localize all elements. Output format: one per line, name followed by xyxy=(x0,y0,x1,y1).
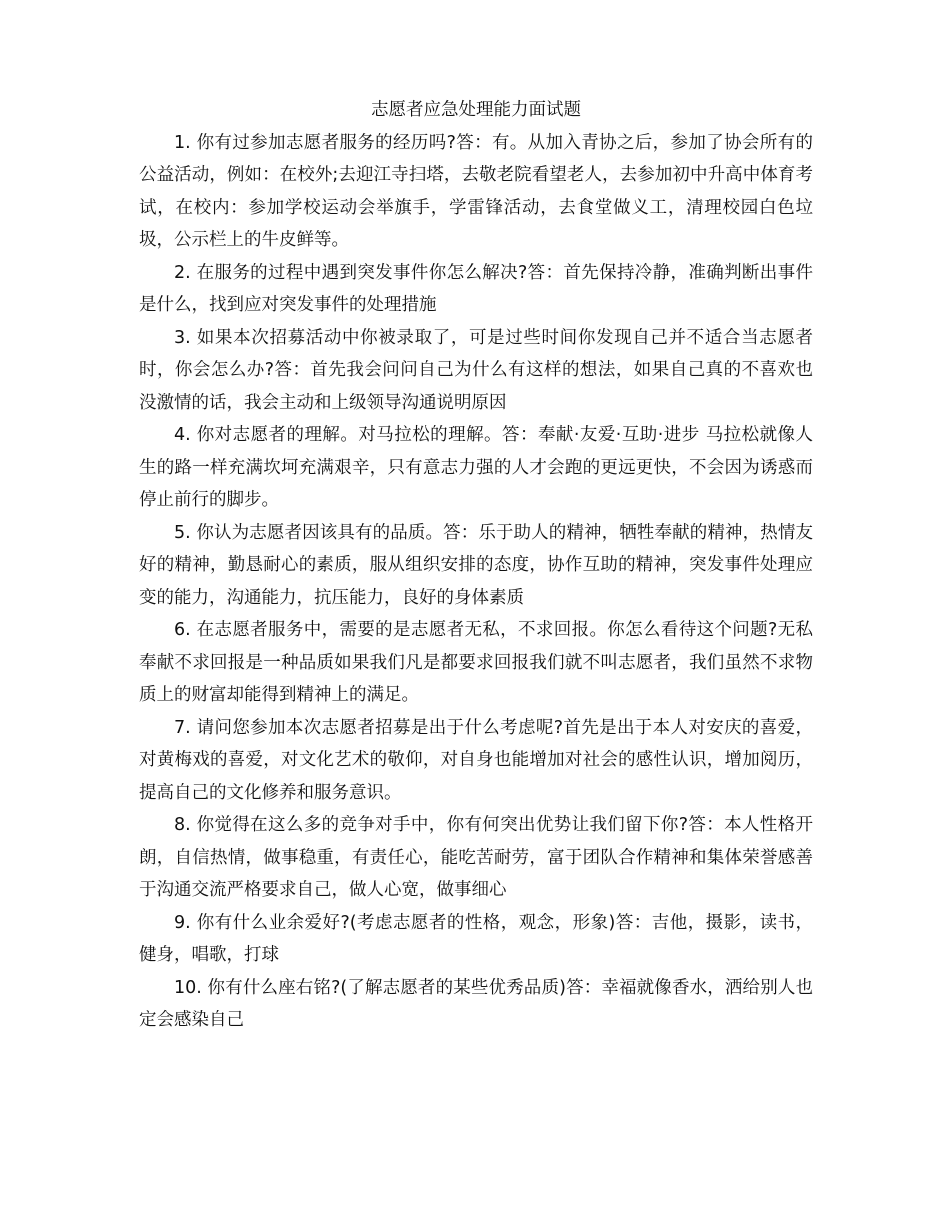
question-4: 4. 你对志愿者的理解。对马拉松的理解。答：奉献·友爱·互助·进步 马拉松就像人生的路一样充满坎坷充满艰辛，只有意志力强的人才会跑的更远更快，不会因为诱惑而停止前行的脚步。 xyxy=(139,425,813,510)
question-10: 10. 你有什么座右铭?(了解志愿者的某些优秀品质)答：幸福就像香水，洒给别人也定会感染自己 xyxy=(139,977,813,1030)
question-2: 2. 在服务的过程中遇到突发事件你怎么解决?答：首先保持冷静，准确判断出事件是什么，找到应对突发事件的处理措施 xyxy=(139,262,813,315)
question-1: 1. 你有过参加志愿者服务的经历吗?答：有。从加入青协之后，参加了协会所有的公益活动，例如：在校外;去迎江寺扫塔，去敬老院看望老人，去参加初中升高中体育考试，在校内：参加学校运动会举旗手，学雷锋活动，去食堂做义工，清理校园白色垃圾，公示栏上的牛皮鲜等。 xyxy=(139,132,813,250)
document-title: 志愿者应急处理能力面试题 xyxy=(371,100,581,120)
question-5: 5. 你认为志愿者因该具有的品质。答：乐于助人的精神，牺牲奉献的精神，热情友好的精神，勤恳耐心的素质，服从组织安排的态度，协作互助的精神，突发事件处理应变的能力，沟通能力，抗压能力，良好的身体素质 xyxy=(139,522,813,608)
question-3: 3. 如果本次招募活动中你被录取了，可是过些时间你发现自己并不适合当志愿者时，你会怎么办?答：首先我会问问自己为什么有这样的想法，如果自己真的不喜欢也没激情的话，我会主动和上级领导沟通说明原因 xyxy=(139,327,813,413)
question-8: 8. 你觉得在这么多的竞争对手中，你有何突出优势让我们留下你?答：本人性格开朗，自信热情，做事稳重，有责任心，能吃苦耐劳，富于团队合作精神和集体荣誉感善于沟通交流严格要求自己，做人心宽，做事细心 xyxy=(139,815,813,900)
question-7: 7. 请问您参加本次志愿者招募是出于什么考虑呢?首先是出于本人对安庆的喜爱，对黄梅戏的喜爱，对文化艺术的敬仰，对自身也能增加对社会的感性认识，增加阅历，提高自己的文化修养和服务意识。 xyxy=(139,717,813,803)
question-6: 6. 在志愿者服务中，需要的是志愿者无私，不求回报。你怎么看待这个问题?无私奉献不求回报是一种品质如果我们凡是都要求回报我们就不叫志愿者，我们虽然不求物质上的财富却能得到精神上的满足。 xyxy=(139,620,813,705)
document-body xyxy=(139,94,813,1037)
question-9: 9. 你有什么业余爱好?(考虑志愿者的性格，观念，形象)答：吉他，摄影，读书，健身，唱歌，打球 xyxy=(139,912,813,965)
